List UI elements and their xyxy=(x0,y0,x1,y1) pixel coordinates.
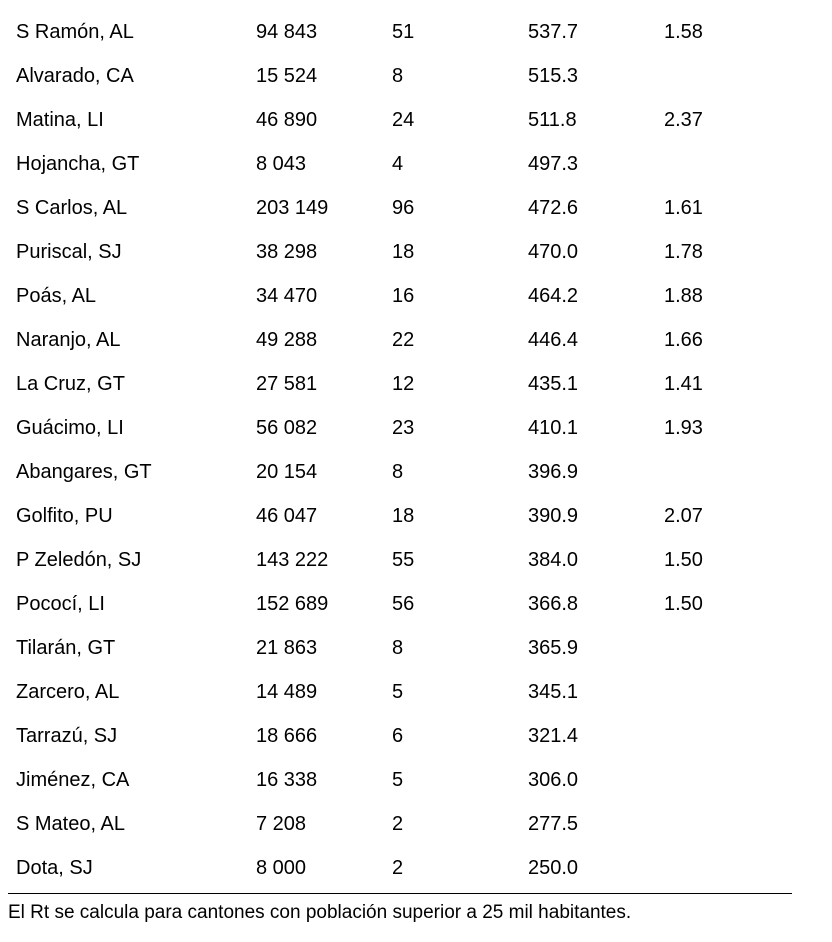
cell-canton-name: Pococí, LI xyxy=(16,593,105,615)
cell-rate: 446.4 xyxy=(528,329,579,351)
table-row xyxy=(0,538,832,582)
cell-rate: 435.1 xyxy=(528,373,579,395)
cell-population: 203 149 xyxy=(256,197,329,219)
cell-canton-name: S Mateo, AL xyxy=(16,813,125,835)
cell-canton-name: Puriscal, SJ xyxy=(16,241,122,263)
cell-population: 20 154 xyxy=(256,461,318,483)
cell-rate: 511.8 xyxy=(528,109,577,131)
cell-population: 38 298 xyxy=(256,241,318,263)
cell-rate: 345.1 xyxy=(528,681,579,703)
cell-rate: 396.9 xyxy=(528,461,579,483)
cell-canton-name: Zarcero, AL xyxy=(16,681,120,703)
cell-canton-name: P Zeledón, SJ xyxy=(16,549,142,571)
cell-rate: 366.8 xyxy=(528,593,579,615)
cell-rate: 464.2 xyxy=(528,285,579,307)
table-row xyxy=(0,494,832,538)
cell-canton-name: La Cruz, GT xyxy=(16,373,125,395)
cell-cases: 55 xyxy=(392,549,415,571)
cell-population: 152 689 xyxy=(256,593,329,615)
cell-rate: 306.0 xyxy=(528,769,579,791)
cell-cases: 18 xyxy=(392,241,415,263)
cell-canton-name: Golfito, PU xyxy=(16,505,113,527)
cell-population: 49 288 xyxy=(256,329,318,351)
cell-population: 46 890 xyxy=(256,109,318,131)
cell-cases: 5 xyxy=(392,681,404,703)
cell-rt: 1.78 xyxy=(664,241,703,263)
table-row xyxy=(0,406,832,450)
cell-cases: 4 xyxy=(392,153,404,175)
cell-rate: 472.6 xyxy=(528,197,579,219)
cell-rate: 390.9 xyxy=(528,505,579,527)
cell-cases: 8 xyxy=(392,461,404,483)
cell-canton-name: Tilarán, GT xyxy=(16,637,116,659)
cell-cases: 2 xyxy=(392,857,404,879)
cell-population: 8 043 xyxy=(256,153,307,175)
cell-canton-name: Dota, SJ xyxy=(16,857,93,879)
data-table xyxy=(0,10,832,890)
cell-cases: 12 xyxy=(392,373,415,395)
cell-population: 34 470 xyxy=(256,285,318,307)
table-row xyxy=(0,802,832,846)
cell-canton-name: Poás, AL xyxy=(16,285,97,307)
cell-rate: 384.0 xyxy=(528,549,579,571)
cell-rt: 1.50 xyxy=(664,593,703,615)
cell-canton-name: Abangares, GT xyxy=(16,461,152,483)
cell-canton-name: S Ramón, AL xyxy=(16,21,134,43)
table-row xyxy=(0,846,832,890)
cell-canton-name: Matina, LI xyxy=(16,109,104,131)
cell-cases: 96 xyxy=(392,197,415,219)
cell-cases: 6 xyxy=(392,725,404,747)
cell-rt: 1.61 xyxy=(664,197,703,219)
cell-rate: 321.4 xyxy=(528,725,579,747)
table-row xyxy=(0,450,832,494)
cell-population: 8 000 xyxy=(256,857,307,879)
cell-cases: 24 xyxy=(392,109,415,131)
cell-canton-name: Tarrazú, SJ xyxy=(16,725,118,747)
table-row xyxy=(0,10,832,54)
cell-cases: 56 xyxy=(392,593,415,615)
cell-canton-name: Naranjo, AL xyxy=(16,329,121,351)
cell-cases: 18 xyxy=(392,505,415,527)
cell-cases: 16 xyxy=(392,285,415,307)
table-row xyxy=(0,318,832,362)
table-row xyxy=(0,274,832,318)
cell-population: 46 047 xyxy=(256,505,318,527)
table-row xyxy=(0,670,832,714)
cell-canton-name: S Carlos, AL xyxy=(16,197,128,219)
cell-population: 143 222 xyxy=(256,549,329,571)
cell-population: 18 666 xyxy=(256,725,318,747)
cell-cases: 2 xyxy=(392,813,404,835)
cell-canton-name: Alvarado, CA xyxy=(16,65,134,87)
cell-rate: 497.3 xyxy=(528,153,579,175)
cell-population: 94 843 xyxy=(256,21,318,43)
cell-cases: 8 xyxy=(392,637,404,659)
cell-rate: 365.9 xyxy=(528,637,579,659)
table-row xyxy=(0,362,832,406)
cell-rate: 515.3 xyxy=(528,65,579,87)
cell-rt: 1.41 xyxy=(664,373,703,395)
cell-population: 16 338 xyxy=(256,769,318,791)
table-row xyxy=(0,714,832,758)
cell-rate: 410.1 xyxy=(528,417,579,439)
cell-canton-name: Hojancha, GT xyxy=(16,153,140,175)
cell-population: 21 863 xyxy=(256,637,318,659)
table-row xyxy=(0,98,832,142)
cell-rate: 537.7 xyxy=(528,21,579,43)
cell-cases: 22 xyxy=(392,329,415,351)
cell-cases: 51 xyxy=(392,21,415,43)
table-row xyxy=(0,230,832,274)
cell-rt: 1.93 xyxy=(664,417,703,439)
table-row xyxy=(0,142,832,186)
cell-canton-name: Jiménez, CA xyxy=(16,769,130,791)
table-row xyxy=(0,758,832,802)
cell-population: 15 524 xyxy=(256,65,318,87)
cell-rt: 1.50 xyxy=(664,549,703,571)
cell-rt: 1.66 xyxy=(664,329,703,351)
table-footnote: El Rt se calcula para cantones con población superior a 25 mil habitantes. xyxy=(8,902,632,923)
cell-rate: 470.0 xyxy=(528,241,579,263)
cell-rate: 250.0 xyxy=(528,857,579,879)
cell-canton-name: Guácimo, LI xyxy=(16,417,124,439)
cell-rate: 277.5 xyxy=(528,813,579,835)
cell-cases: 5 xyxy=(392,769,404,791)
cell-rt: 1.88 xyxy=(664,285,703,307)
table-bottom-rule xyxy=(8,893,792,894)
cell-rt: 2.37 xyxy=(664,109,703,131)
cell-population: 56 082 xyxy=(256,417,318,439)
table-row xyxy=(0,54,832,98)
table-row xyxy=(0,582,832,626)
table-row xyxy=(0,186,832,230)
cell-rt: 2.07 xyxy=(664,505,703,527)
cell-population: 7 208 xyxy=(256,813,307,835)
cell-rt: 1.58 xyxy=(664,21,703,43)
cell-cases: 8 xyxy=(392,65,404,87)
table-row xyxy=(0,626,832,670)
cell-cases: 23 xyxy=(392,417,415,439)
cell-population: 27 581 xyxy=(256,373,318,395)
cell-population: 14 489 xyxy=(256,681,318,703)
